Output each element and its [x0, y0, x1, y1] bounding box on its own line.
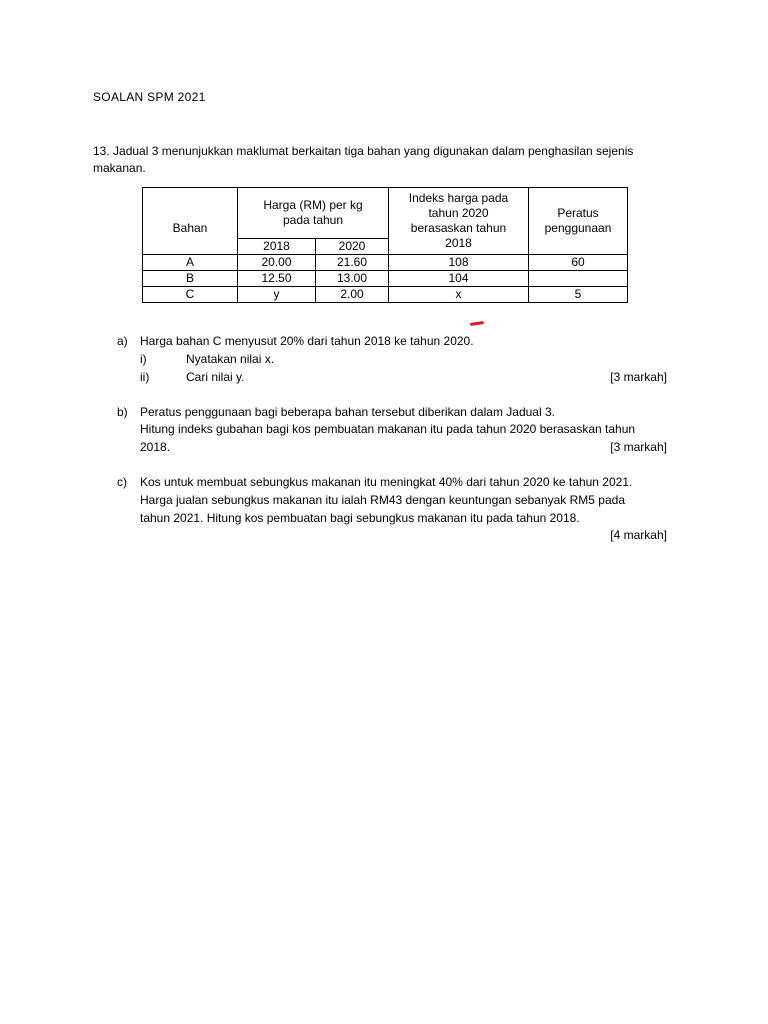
table-row	[143, 271, 628, 287]
header-year-2018: 2018	[238, 239, 316, 255]
cell-price-2020: 2.00	[316, 287, 389, 303]
data-table	[142, 187, 628, 303]
header-indeks: Indeks harga pada tahun 2020 berasaskan tahun 2018	[389, 188, 529, 255]
page-heading: SOALAN SPM 2021	[93, 90, 206, 104]
cell-price-2018: 20.00	[238, 255, 316, 271]
part-b-line3: 2018.	[140, 440, 171, 454]
part-c-line1: Kos untuk membuat sebungkus makanan itu meningkat 40% dari tahun 2020 ke tahun 2021.	[140, 475, 633, 489]
part-b-marks: [3 markah]	[610, 440, 667, 454]
cell-price-2020: 13.00	[316, 271, 389, 287]
cell-price-2018: 12.50	[238, 271, 316, 287]
cell-bahan: C	[143, 287, 238, 303]
part-c-line3: tahun 2021. Hitung kos pembuatan bagi sebungkus makanan itu pada tahun 2018.	[140, 511, 580, 525]
part-a-text: Harga bahan C menyusut 20% dari tahun 2018 ke tahun 2020.	[140, 334, 474, 348]
part-b-line2: Hitung indeks gubahan bagi kos pembuatan makanan itu pada tahun 2020 berasaskan tahun	[140, 422, 636, 436]
cell-bahan: A	[143, 255, 238, 271]
cell-peratus: 60	[529, 255, 628, 271]
question-intro-line1: 13. Jadual 3 menunjukkan maklumat berkaitan tiga bahan yang digunakan dalam penghasilan sejenis	[93, 144, 634, 158]
part-a-label: a)	[117, 334, 128, 348]
part-a-sub1-text: Nyatakan nilai x.	[186, 352, 275, 366]
cell-peratus: 5	[529, 287, 628, 303]
part-c-line2: Harga jualan sebungkus makanan itu ialah RM43 dengan keuntungan sebanyak RM5 pada	[140, 493, 625, 507]
part-c-label: c)	[117, 475, 127, 489]
part-a-sub1-label: i)	[140, 352, 147, 366]
part-a-marks: [3 markah]	[610, 370, 667, 384]
cell-indeks: 104	[389, 271, 529, 287]
cell-bahan: B	[143, 271, 238, 287]
cell-indeks: x	[389, 287, 529, 303]
part-a-sub2-label: ii)	[140, 370, 150, 384]
part-b-label: b)	[117, 405, 128, 419]
table-row	[143, 287, 628, 303]
part-c-marks: [4 markah]	[610, 528, 667, 542]
red-pen-mark	[470, 321, 484, 326]
question-intro-line2: makanan.	[93, 161, 146, 175]
part-a-sub2-text: Cari nilai y.	[186, 370, 245, 384]
header-bahan: Bahan	[143, 188, 238, 255]
cell-peratus	[529, 271, 628, 287]
header-year-2020: 2020	[316, 239, 389, 255]
table-row	[143, 255, 628, 271]
cell-price-2018: y	[238, 287, 316, 303]
cell-price-2020: 21.60	[316, 255, 389, 271]
part-b-line1: Peratus penggunaan bagi beberapa bahan tersebut diberikan dalam Jadual 3.	[140, 405, 555, 419]
header-peratus: Peratus penggunaan	[529, 188, 628, 255]
cell-indeks: 108	[389, 255, 529, 271]
header-harga: Harga (RM) per kg pada tahun	[238, 188, 389, 239]
